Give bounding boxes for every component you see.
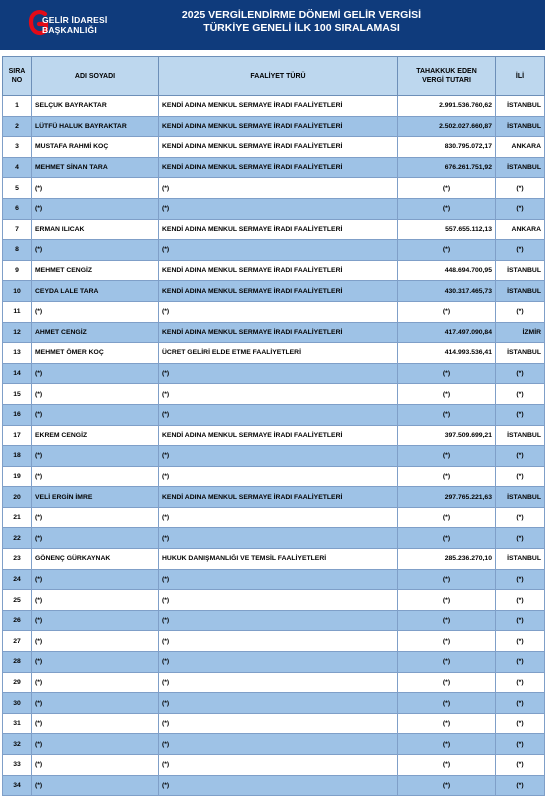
table-row — [3, 734, 545, 755]
cell-tax-amount: (*) — [398, 507, 496, 528]
ranking-table — [2, 56, 545, 796]
cell-name: (*) — [32, 631, 159, 652]
cell-name: (*) — [32, 240, 159, 261]
column-header-tax: TAHAKKUK EDEN VERGİ TUTARI — [398, 57, 496, 96]
table-row — [3, 610, 545, 631]
column-header-city: İLİ — [496, 57, 545, 96]
cell-activity: (*) — [159, 528, 398, 549]
title-line-1: 2025 VERGİLENDİRME DÖNEMİ GELİR VERGİSİ — [181, 9, 422, 21]
page-title — [118, 9, 485, 35]
cell-activity: (*) — [159, 446, 398, 467]
cell-tax-amount: (*) — [398, 363, 496, 384]
column-header-activity: FAALİYET TÜRÜ — [159, 57, 398, 96]
cell-city: İSTANBUL — [496, 487, 545, 508]
cell-city: (*) — [496, 446, 545, 467]
cell-tax-amount: 2.991.536.760,62 — [398, 96, 496, 117]
cell-city: ANKARA — [496, 219, 545, 240]
table-row — [3, 425, 545, 446]
cell-tax-amount: (*) — [398, 528, 496, 549]
cell-city: İSTANBUL — [496, 549, 545, 570]
cell-name: (*) — [32, 363, 159, 384]
cell-tax-amount: (*) — [398, 569, 496, 590]
cell-activity: KENDİ ADINA MENKUL SERMAYE İRADI FAALİYETLERİ — [159, 137, 398, 158]
cell-city: (*) — [496, 755, 545, 776]
table-row — [3, 178, 545, 199]
logo-line-1: GELİR İDARESİ — [42, 15, 108, 25]
cell-activity: (*) — [159, 404, 398, 425]
cell-activity: (*) — [159, 693, 398, 714]
cell-tax-amount: (*) — [398, 301, 496, 322]
cell-tax-amount: 397.509.699,21 — [398, 425, 496, 446]
table-header-row — [3, 57, 545, 96]
cell-name: (*) — [32, 610, 159, 631]
logo-line-2: BAŞKANLIĞI — [42, 24, 97, 35]
cell-rank: 12 — [3, 322, 32, 343]
table-row — [3, 693, 545, 714]
cell-rank: 32 — [3, 734, 32, 755]
cell-rank: 26 — [3, 610, 32, 631]
cell-city: İSTANBUL — [496, 425, 545, 446]
cell-name: AHMET CENGİZ — [32, 322, 159, 343]
cell-tax-amount: 414.993.536,41 — [398, 343, 496, 364]
cell-name: (*) — [32, 178, 159, 199]
cell-activity: (*) — [159, 775, 398, 796]
cell-rank: 24 — [3, 569, 32, 590]
cell-name: MEHMET SİNAN TARA — [32, 157, 159, 178]
cell-activity: (*) — [159, 610, 398, 631]
cell-city: (*) — [496, 384, 545, 405]
cell-rank: 29 — [3, 672, 32, 693]
cell-name: (*) — [32, 652, 159, 673]
cell-tax-amount: 676.261.751,92 — [398, 157, 496, 178]
table-row — [3, 549, 545, 570]
cell-name: (*) — [32, 713, 159, 734]
cell-activity: KENDİ ADINA MENKUL SERMAYE İRADI FAALİYETLERİ — [159, 157, 398, 178]
cell-rank: 11 — [3, 301, 32, 322]
cell-rank: 9 — [3, 260, 32, 281]
cell-rank: 23 — [3, 549, 32, 570]
cell-activity: (*) — [159, 672, 398, 693]
cell-city: (*) — [496, 466, 545, 487]
cell-rank: 16 — [3, 404, 32, 425]
cell-name: LÜTFÜ HALUK BAYRAKTAR — [32, 116, 159, 137]
cell-city: (*) — [496, 363, 545, 384]
cell-tax-amount: 297.765.221,63 — [398, 487, 496, 508]
cell-rank: 15 — [3, 384, 32, 405]
cell-name: (*) — [32, 734, 159, 755]
cell-rank: 20 — [3, 487, 32, 508]
cell-activity: KENDİ ADINA MENKUL SERMAYE İRADI FAALİYETLERİ — [159, 96, 398, 117]
cell-rank: 28 — [3, 652, 32, 673]
cell-city: (*) — [496, 652, 545, 673]
cell-name: MEHMET ÖMER KOÇ — [32, 343, 159, 364]
cell-activity: HUKUK DANIŞMANLIĞI VE TEMSİL FAALİYETLERİ — [159, 549, 398, 570]
cell-name: (*) — [32, 693, 159, 714]
table-row — [3, 363, 545, 384]
cell-tax-amount: 557.655.112,13 — [398, 219, 496, 240]
table-row — [3, 775, 545, 796]
cell-tax-amount: (*) — [398, 610, 496, 631]
cell-name: (*) — [32, 672, 159, 693]
cell-name: (*) — [32, 775, 159, 796]
cell-tax-amount: (*) — [398, 240, 496, 261]
cell-city: (*) — [496, 631, 545, 652]
cell-city: (*) — [496, 775, 545, 796]
cell-rank: 4 — [3, 157, 32, 178]
cell-rank: 3 — [3, 137, 32, 158]
cell-city: (*) — [496, 672, 545, 693]
cell-name: ERMAN ILICAK — [32, 219, 159, 240]
table-row — [3, 343, 545, 364]
table-row — [3, 219, 545, 240]
table-row — [3, 528, 545, 549]
cell-name: (*) — [32, 590, 159, 611]
cell-name: GÖNENÇ GÜRKAYNAK — [32, 549, 159, 570]
table-row — [3, 260, 545, 281]
cell-name: MUSTAFA RAHMİ KOÇ — [32, 137, 159, 158]
cell-activity: (*) — [159, 507, 398, 528]
cell-city: (*) — [496, 569, 545, 590]
cell-activity: KENDİ ADINA MENKUL SERMAYE İRADI FAALİYETLERİ — [159, 116, 398, 137]
cell-activity: (*) — [159, 652, 398, 673]
cell-tax-amount: (*) — [398, 734, 496, 755]
cell-rank: 2 — [3, 116, 32, 137]
cell-tax-amount: (*) — [398, 466, 496, 487]
cell-activity: (*) — [159, 178, 398, 199]
table-row — [3, 116, 545, 137]
cell-city: (*) — [496, 178, 545, 199]
cell-tax-amount: (*) — [398, 178, 496, 199]
cell-name: CEYDA LALE TARA — [32, 281, 159, 302]
cell-tax-amount: (*) — [398, 446, 496, 467]
table-row — [3, 404, 545, 425]
cell-city: İSTANBUL — [496, 116, 545, 137]
cell-name: (*) — [32, 384, 159, 405]
cell-city: (*) — [496, 734, 545, 755]
cell-rank: 31 — [3, 713, 32, 734]
cell-activity: (*) — [159, 363, 398, 384]
cell-activity: (*) — [159, 301, 398, 322]
cell-city: İSTANBUL — [496, 157, 545, 178]
cell-tax-amount: 430.317.465,73 — [398, 281, 496, 302]
cell-activity: KENDİ ADINA MENKUL SERMAYE İRADI FAALİYETLERİ — [159, 260, 398, 281]
cell-name: (*) — [32, 569, 159, 590]
cell-city: (*) — [496, 528, 545, 549]
cell-city: İSTANBUL — [496, 281, 545, 302]
table-row — [3, 590, 545, 611]
cell-city: ANKARA — [496, 137, 545, 158]
table-row — [3, 672, 545, 693]
cell-rank: 10 — [3, 281, 32, 302]
cell-rank: 13 — [3, 343, 32, 364]
cell-tax-amount: (*) — [398, 384, 496, 405]
cell-activity: (*) — [159, 590, 398, 611]
cell-activity: (*) — [159, 569, 398, 590]
page-header — [0, 0, 545, 50]
table-row — [3, 631, 545, 652]
cell-rank: 5 — [3, 178, 32, 199]
cell-activity: (*) — [159, 755, 398, 776]
cell-city: (*) — [496, 507, 545, 528]
cell-rank: 7 — [3, 219, 32, 240]
table-row — [3, 466, 545, 487]
cell-activity: KENDİ ADINA MENKUL SERMAYE İRADI FAALİYETLERİ — [159, 219, 398, 240]
cell-tax-amount: (*) — [398, 652, 496, 673]
column-header-name: ADI SOYADI — [32, 57, 159, 96]
cell-rank: 1 — [3, 96, 32, 117]
cell-rank: 30 — [3, 693, 32, 714]
cell-activity: (*) — [159, 713, 398, 734]
cell-city: (*) — [496, 610, 545, 631]
cell-tax-amount: 2.502.027.660,87 — [398, 116, 496, 137]
cell-name: (*) — [32, 301, 159, 322]
cell-activity: KENDİ ADINA MENKUL SERMAYE İRADI FAALİYETLERİ — [159, 487, 398, 508]
table-row — [3, 157, 545, 178]
table-row — [3, 96, 545, 117]
cell-name: (*) — [32, 404, 159, 425]
cell-tax-amount: 830.795.072,17 — [398, 137, 496, 158]
cell-city: (*) — [496, 240, 545, 261]
column-header-no: SIRA NO — [3, 57, 32, 96]
cell-rank: 33 — [3, 755, 32, 776]
cell-rank: 6 — [3, 198, 32, 219]
cell-activity: (*) — [159, 631, 398, 652]
cell-activity: KENDİ ADINA MENKUL SERMAYE İRADI FAALİYETLERİ — [159, 425, 398, 446]
cell-tax-amount: 448.694.700,95 — [398, 260, 496, 281]
cell-name: SELÇUK BAYRAKTAR — [32, 96, 159, 117]
cell-rank: 14 — [3, 363, 32, 384]
cell-city: (*) — [496, 590, 545, 611]
table-row — [3, 281, 545, 302]
cell-tax-amount: (*) — [398, 590, 496, 611]
cell-tax-amount: (*) — [398, 775, 496, 796]
cell-name: (*) — [32, 466, 159, 487]
cell-rank: 34 — [3, 775, 32, 796]
cell-tax-amount: (*) — [398, 713, 496, 734]
cell-tax-amount: (*) — [398, 631, 496, 652]
cell-activity: (*) — [159, 466, 398, 487]
title-line-2: TÜRKİYE GENELİ İLK 100 SIRALAMASI — [203, 22, 400, 34]
cell-tax-amount: (*) — [398, 198, 496, 219]
table-row — [3, 322, 545, 343]
table-row — [3, 569, 545, 590]
cell-name: MEHMET CENGİZ — [32, 260, 159, 281]
cell-name: (*) — [32, 507, 159, 528]
table-row — [3, 487, 545, 508]
cell-name: (*) — [32, 198, 159, 219]
cell-rank: 19 — [3, 466, 32, 487]
cell-city: İSTANBUL — [496, 96, 545, 117]
table-row — [3, 384, 545, 405]
cell-rank: 8 — [3, 240, 32, 261]
cell-city: İSTANBUL — [496, 260, 545, 281]
cell-tax-amount: 417.497.090,84 — [398, 322, 496, 343]
cell-activity: (*) — [159, 240, 398, 261]
table-row — [3, 446, 545, 467]
cell-activity: (*) — [159, 734, 398, 755]
cell-rank: 17 — [3, 425, 32, 446]
cell-tax-amount: (*) — [398, 404, 496, 425]
cell-city: (*) — [496, 693, 545, 714]
cell-city: (*) — [496, 404, 545, 425]
table-row — [3, 301, 545, 322]
cell-rank: 25 — [3, 590, 32, 611]
cell-tax-amount: (*) — [398, 755, 496, 776]
cell-activity: (*) — [159, 384, 398, 405]
cell-name: (*) — [32, 755, 159, 776]
cell-name: VELİ ERGİN İMRE — [32, 487, 159, 508]
cell-city: (*) — [496, 713, 545, 734]
cell-rank: 18 — [3, 446, 32, 467]
cell-rank: 27 — [3, 631, 32, 652]
table-row — [3, 137, 545, 158]
table-row — [3, 240, 545, 261]
cell-city: (*) — [496, 198, 545, 219]
cell-tax-amount: (*) — [398, 693, 496, 714]
gib-logo — [28, 9, 118, 41]
table-row — [3, 507, 545, 528]
cell-city: İSTANBUL — [496, 343, 545, 364]
table-row — [3, 652, 545, 673]
table-row — [3, 713, 545, 734]
cell-rank: 22 — [3, 528, 32, 549]
cell-activity: KENDİ ADINA MENKUL SERMAYE İRADI FAALİYETLERİ — [159, 281, 398, 302]
cell-activity: (*) — [159, 198, 398, 219]
cell-tax-amount: 285.236.270,10 — [398, 549, 496, 570]
cell-name: (*) — [32, 446, 159, 467]
table-row — [3, 755, 545, 776]
cell-rank: 21 — [3, 507, 32, 528]
cell-activity: KENDİ ADINA MENKUL SERMAYE İRADI FAALİYETLERİ — [159, 322, 398, 343]
ranking-table-wrapper — [2, 56, 544, 796]
cell-name: EKREM CENGİZ — [32, 425, 159, 446]
table-row — [3, 198, 545, 219]
cell-city: İZMİR — [496, 322, 545, 343]
cell-name: (*) — [32, 528, 159, 549]
cell-activity: ÜCRET GELİRİ ELDE ETME FAALİYETLERİ — [159, 343, 398, 364]
cell-tax-amount: (*) — [398, 672, 496, 693]
cell-city: (*) — [496, 301, 545, 322]
